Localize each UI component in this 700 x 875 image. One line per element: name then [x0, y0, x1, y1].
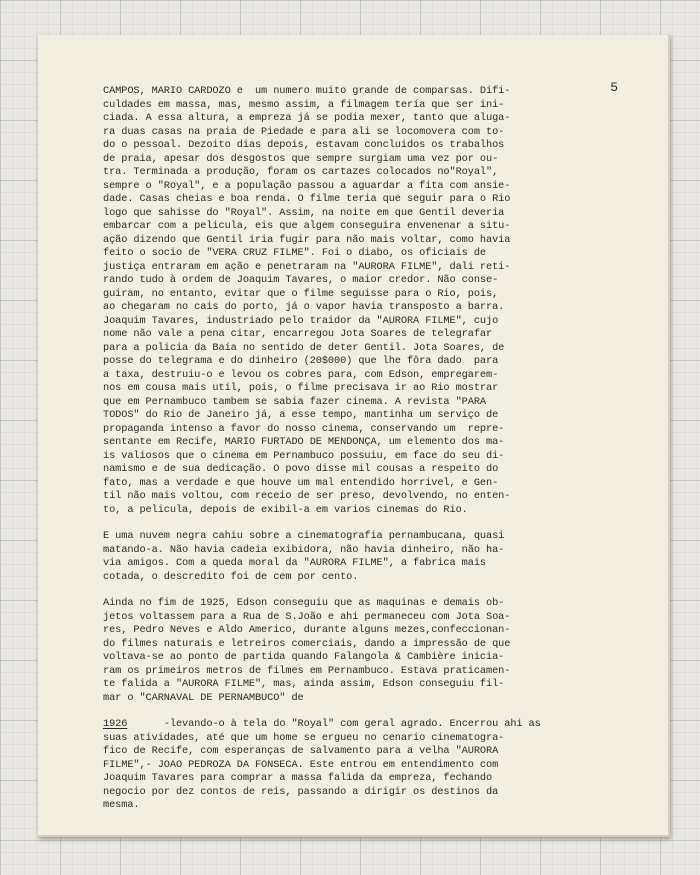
text-line: rando tudo à ordem de Joaquim Tavares, o maior credor. Não conse-	[103, 274, 499, 286]
text-line: voltava-se ao ponto de partida quando Falangola & Cambière inicia-	[103, 651, 505, 663]
text-line: ao chegaram no cais do porto, já o vapor havia transposto a barra.	[103, 301, 505, 313]
text-line: posse do telegrama e do dinheiro (20$000) que lhe fôra dado para	[103, 355, 499, 367]
text-line: de praia, apesar dos desgostos que sempre surgiam uma vez por ou-	[103, 152, 499, 165]
text-line: ação dizendo que Gentil iria fugir para não mais voltar, como havia	[103, 233, 511, 246]
text-line: Joaquim Tavares, industriado pelo traidor da "AURORA FILME", cujo	[103, 314, 499, 327]
paragraph-2	[103, 530, 613, 584]
text-line: tra. Terminada a produção, foram os cartazes colocados no"Royal",	[103, 166, 499, 178]
text-line: embarcar com a pelicula, eis que algem conseguira envenenar a situ-	[103, 220, 511, 232]
text-line: cotada, o descredito foi de cem por cento.	[103, 570, 359, 583]
text-line: to, a pelicula, depois de exibil-a em varios cinemas do Rio.	[103, 503, 468, 516]
text-line: do o pessoal. Dezoito dias depois, estavam concluidos os trabalhos	[103, 139, 505, 151]
text-line	[103, 718, 613, 732]
text-line: TODOS" do Rio de Janeiro já, a esse tempo, mantinha um serviço de	[103, 409, 499, 421]
text-line: nome não vale a pena citar, encarregou Jota Soares de telegrafar	[103, 328, 493, 340]
text-line: via amigos. Com a queda moral da "AURORA FILME", a fabrica mais	[103, 557, 486, 569]
text-line: propaganda intenso a favor do nosso cinema, conservando um repre-	[103, 422, 505, 435]
text-line: Joaquim Tavares para comprar a massa falida da empreza, fechando	[103, 772, 493, 784]
text-line: sentante em Recife, MARIO FURTADO DE MENDONÇA, um elemento dos ma-	[103, 436, 505, 448]
text-line: mar o "CARNAVAL DE PERNAMBUCO" de	[103, 691, 304, 704]
text-line: negocio por dez contos de reis, passando a dirigir os destinos da	[103, 785, 499, 798]
text-line: is valiosos que o cinema em Pernambuco possuiu, em face do seu di-	[103, 449, 505, 462]
text-line: justiça entraram em ação e penetraram na "AURORA FILME", dali reti-	[103, 260, 511, 273]
text-line: matando-a. Não havia cadeia exibidora, não havia dinheiro, não ha-	[103, 543, 505, 556]
paragraph-3	[103, 597, 613, 705]
paragraph-4	[103, 718, 613, 813]
text-line: dade. Casas cheias e boa renda. O filme teria que seguir para o Rio	[103, 193, 511, 205]
document-body	[103, 85, 613, 813]
text-line: FILME",- JOAO PEDROZA DA FONSECA. Este entrou em entendimento com	[103, 758, 499, 771]
text-line: mesma.	[103, 799, 140, 811]
text-line: til não mais voltou, com receio de ser preso, devolvendo, no enten-	[103, 490, 511, 502]
text-line: namismo e de sua dedicação. O povo disse mil cousas a respeito do	[103, 463, 499, 475]
text-line: do filmes naturais e letreiros comerciais, dando a impressão de que	[103, 637, 511, 650]
paragraph-1	[103, 85, 613, 517]
text-line: guiram, no entanto, evitar que o filme seguisse para o Rio, pois,	[103, 287, 499, 300]
text-line: para a policia da Baía no sentido de deter Gentil. Jota Soares, de	[103, 341, 505, 354]
text-line: sempre o "Royal", e a população passou a aguardar a fita com ansie-	[103, 179, 511, 192]
year-heading: 1926	[103, 718, 128, 730]
page-number: 5	[610, 80, 618, 95]
text-line: culdades em massa, mas, mesmo assim, a filmagem tería que ser ini-	[103, 98, 505, 111]
text-line: fico de Recife, com esperanças de salvamento para a velha "AURORA	[103, 745, 499, 757]
text-line: ciada. A essa altura, a empreza já se podia mexer, tanto que aluga-	[103, 112, 511, 124]
text-line: feito o socio de "VERA CRUZ FILME". Foi o diabo, os oficiais de	[103, 247, 486, 259]
text-line: ra duas casas na praia de Piedade e para ali se locomovera com to-	[103, 125, 505, 138]
typed-page	[38, 35, 670, 837]
text-line: E uma nuvem negra cahiu sobre a cinematografia pernambucana, quasi	[103, 530, 505, 542]
text-line: fato, mas a verdade e que houve um mal entendido horrivel, e Gen-	[103, 476, 499, 489]
text-line: CAMPOS, MARIO CARDOZO e um numero muito grande de comparsas. Difi-	[103, 85, 511, 97]
text-line: nos em cousa mais util, pois, o filme precisava ir ao Rio mostrar	[103, 382, 499, 394]
text-line: Ainda no fim de 1925, Edson conseguiu que as maquinas e demais ob-	[103, 597, 505, 609]
text-line: logo que sahisse do "Royal". Assim, na noite em que Gentil deveria	[103, 206, 505, 219]
text-line: ram os primeiros metros de filmes em Pernambuco. Estava praticamen-	[103, 664, 511, 677]
text-line: a taxa, destruiu-o e levou os cobres para, com Edson, empregarem-	[103, 368, 499, 381]
text-line: que em Pernambuco tambem se sabia fazer cinema. A revista "PARA	[103, 395, 486, 408]
text-line: jetos voltassem para a Rua de S.João e ahi permaneceu com Jota Soa-	[103, 610, 511, 623]
text-line: suas atividades, até que um home se ergueu no cenario cinematogra-	[103, 731, 505, 744]
text-line: te falida a "AURORA FILME", mas, ainda assim, Edson conseguiu fil-	[103, 678, 505, 690]
text-line: res, Pedro Neves e Aldo Americo, durante alguns mezes,confeccionan-	[103, 624, 511, 636]
text-line-fragment: -levando-o à tela do "Royal" com geral agrado. Encerrou ahi as	[163, 718, 541, 730]
